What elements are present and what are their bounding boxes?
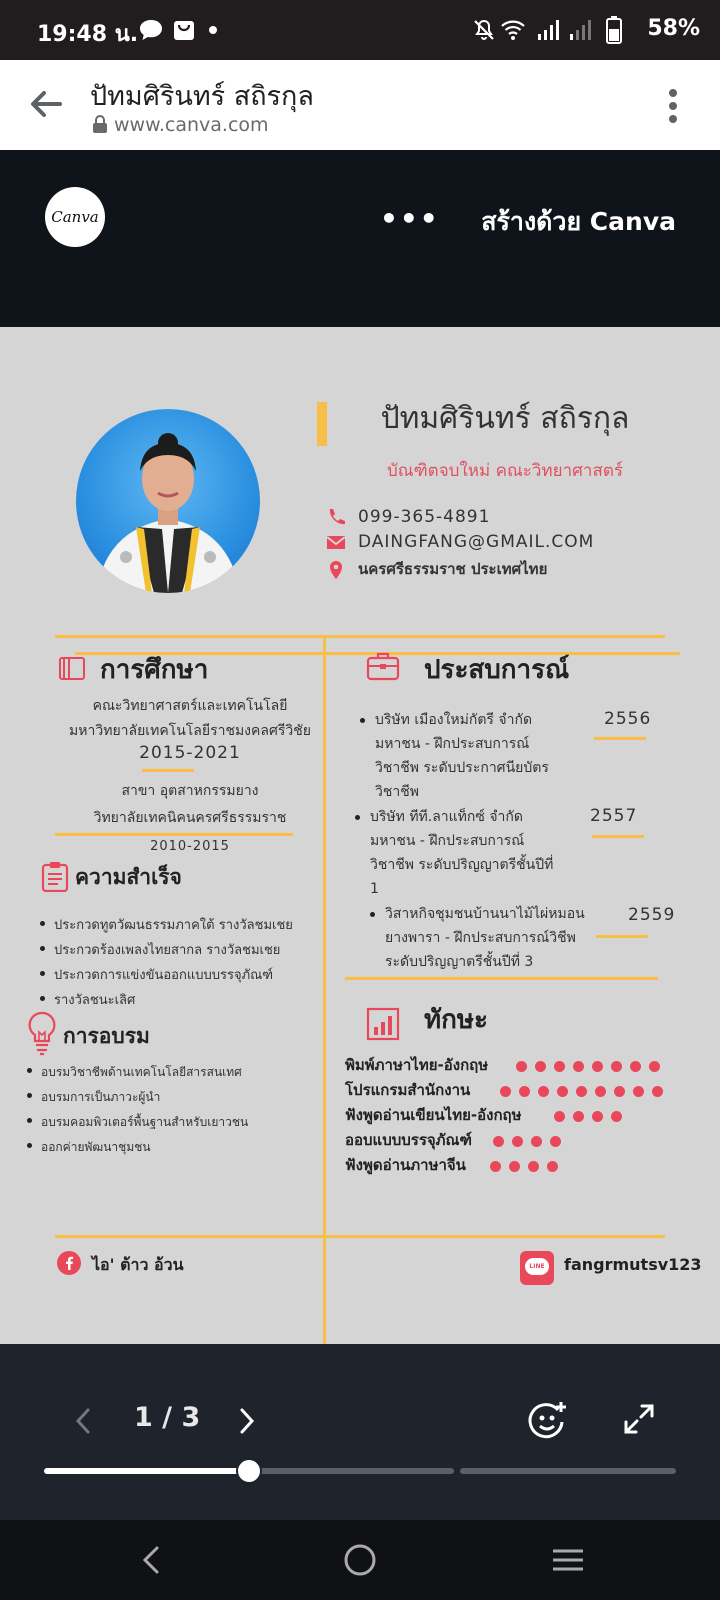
signal-icon	[536, 18, 560, 42]
experience-text-1	[360, 708, 549, 804]
resume-name: ปัทมศิรินทร์ สถิรกุล	[380, 401, 630, 436]
canva-header	[0, 150, 720, 327]
year-underline-1	[594, 737, 646, 740]
url-display[interactable]	[92, 114, 269, 136]
exp-line: ระดับปริญญาตรีชั้นปีที่ 3	[385, 954, 534, 970]
exp-line: 1	[370, 881, 379, 897]
training-item: อบรมการเป็นภาวะผู้นำ	[27, 1085, 248, 1110]
experience-year-2: 2557	[590, 806, 638, 826]
skill-dot	[535, 1061, 546, 1072]
fullscreen-icon[interactable]	[622, 1402, 656, 1436]
skill-dot	[633, 1086, 644, 1097]
skill-dot	[592, 1111, 603, 1122]
skill-dot	[576, 1086, 587, 1097]
facebook-name: ไอ' ต้าว อ้วน	[92, 1255, 184, 1274]
experience-item-1	[360, 708, 549, 804]
line-icon-badge: LINE	[525, 1258, 549, 1275]
divider-top-1	[55, 635, 665, 638]
experience-text-3	[370, 902, 585, 974]
status-time: 19:48 น.	[37, 22, 139, 47]
contact-phone	[326, 507, 490, 527]
contact-email	[326, 532, 594, 552]
skill-dot	[512, 1136, 523, 1147]
exp-line: มหาชน - ฝึกประสบการณ์	[370, 833, 525, 849]
experience-item-3	[370, 902, 585, 974]
achievements-list	[40, 913, 293, 1013]
page-indicator: 1 / 3	[134, 1402, 201, 1433]
exp-line: มหาชน - ฝึกประสบการณ์	[375, 736, 530, 752]
add-reaction-icon[interactable]	[528, 1400, 568, 1440]
skill-dot	[554, 1111, 565, 1122]
chevron-left-icon[interactable]	[72, 1406, 94, 1436]
phone-icon	[326, 508, 346, 526]
envelope-icon	[326, 534, 346, 550]
skill-dot	[509, 1161, 520, 1172]
system-nav-bar	[0, 1520, 720, 1600]
exp-line: บริษัท ทีที.ลาแท็กซ์ จำกัด	[370, 809, 523, 825]
skill-dot	[557, 1086, 568, 1097]
experience-year-1: 2556	[604, 709, 652, 729]
folder-icon	[58, 654, 86, 682]
progress-fill	[44, 1468, 249, 1474]
skill-dot	[519, 1086, 530, 1097]
made-with-canva-link[interactable]: สร้างด้วย Canva	[481, 207, 676, 236]
achievement-item: ประกวดการแข่งขันออกแบบบรรจุภัณฑ์	[40, 963, 293, 988]
mute-icon	[472, 18, 496, 42]
line-id: fangrmutsv123	[564, 1255, 702, 1274]
clipboard-icon	[40, 860, 70, 892]
skills-title: ทักษะ	[424, 1005, 488, 1035]
battery-icon	[606, 16, 622, 44]
wifi-icon	[500, 18, 526, 42]
location-text: นครศรีธรรมราช ประเทศไทย	[358, 560, 548, 578]
skill-dot	[573, 1061, 584, 1072]
edu-years-1: 2015-2021	[139, 743, 241, 763]
skill-dot	[652, 1086, 663, 1097]
experience-text-2	[355, 805, 553, 901]
edu-underline-1	[142, 769, 194, 772]
status-bar	[0, 0, 720, 60]
back-arrow-icon[interactable]	[26, 84, 66, 124]
exp-line: วิสาหกิจชุมชนบ้านนาไม้ไผ่หมอน	[385, 906, 585, 922]
url-text: www.canva.com	[114, 114, 269, 136]
battery-percent: 58%	[647, 16, 700, 41]
bullet	[370, 912, 375, 917]
achievements-title: ความสำเร็จ	[75, 865, 182, 889]
skill-dot	[614, 1086, 625, 1097]
skill-dot	[649, 1061, 660, 1072]
skill-dot	[490, 1161, 501, 1172]
skill-dot	[554, 1061, 565, 1072]
skill-dot	[611, 1061, 622, 1072]
exp-line: วิชาชีพ ระดับปริญญาตรีชั้นปีที่	[370, 857, 554, 873]
contact-location	[326, 557, 547, 581]
email-text: DAINGFANG@GMAIL.COM	[358, 532, 595, 552]
chevron-right-icon[interactable]	[236, 1406, 258, 1436]
skill-label: ออบแบบบรรจุภัณฑ์	[345, 1131, 472, 1149]
experience-title: ประสบการณ์	[424, 655, 570, 685]
experience-year-3: 2559	[628, 905, 676, 925]
training-item: อบรมวิชาชีพด้านเทคโนโลยีสารสนเทศ	[27, 1060, 248, 1085]
line-icon	[520, 1251, 554, 1285]
lightbulb-icon	[26, 1010, 58, 1056]
skill-dot	[573, 1111, 584, 1122]
skill-dot	[595, 1086, 606, 1097]
skill-level-dots	[490, 1157, 566, 1176]
briefcase-icon	[366, 651, 400, 681]
bullet	[360, 718, 365, 723]
exp-line: ยางพารา - ฝึกประสบการณ์วิชีพ	[385, 930, 576, 946]
location-pin-icon	[326, 560, 346, 580]
skill-dot	[516, 1061, 527, 1072]
exp-line: วิชาชีพ	[375, 784, 419, 800]
resume-page	[0, 327, 720, 1344]
bullet	[355, 815, 360, 820]
edu-university: มหาวิทยาลัยเทคโนโลยีราชมงคลศรีวิชัย	[69, 723, 311, 739]
skill-label: โปรแกรมสำนักงาน	[345, 1081, 471, 1099]
nav-recents-icon[interactable]	[550, 1542, 586, 1578]
experience-divider	[345, 977, 658, 980]
skill-dot	[531, 1136, 542, 1147]
skill-dot	[592, 1061, 603, 1072]
skill-dot	[538, 1086, 549, 1097]
divider-bottom	[55, 1235, 665, 1238]
browser-bar	[0, 60, 720, 150]
achievement-item: ประกวดทูตวัฒนธรรมภาคใต้ รางวัลชมเชย	[40, 913, 293, 938]
exp-line: วิชาชีพ ระดับประกาศนียบัตร	[375, 760, 549, 776]
viewer-controls	[0, 1344, 720, 1520]
year-underline-2	[592, 835, 644, 838]
edu-faculty: คณะวิทยาศาสตร์และเทคโนโลยี	[92, 698, 288, 714]
bar-chart-icon	[366, 1007, 400, 1041]
progress-segment	[460, 1468, 676, 1474]
edu-major: สาขา อุตสาหกรรมยาง	[121, 783, 259, 799]
name-accent-bar	[317, 402, 327, 446]
exp-line: บริษัท เมืองใหม่กัตรี จำกัด	[375, 712, 533, 728]
training-item: อบรมคอมพิวเตอร์พื้นฐานสำหรับเยาวชน	[27, 1110, 248, 1135]
skill-level-dots	[554, 1107, 630, 1126]
experience-item-2	[355, 805, 553, 901]
achievement-item: ประกวดร้องเพลงไทยสากล รางวัลชมเชย	[40, 938, 293, 963]
skill-dot	[528, 1161, 539, 1172]
skill-level-dots	[500, 1082, 671, 1101]
page-progress-slider[interactable]	[44, 1468, 676, 1474]
phone-text: 099-365-4891	[358, 507, 491, 527]
skill-dot	[611, 1111, 622, 1122]
skill-dot	[500, 1086, 511, 1097]
canva-logo[interactable]: Canva	[45, 187, 105, 247]
nav-home-icon[interactable]	[342, 1542, 378, 1578]
education-title: การศึกษา	[100, 655, 209, 685]
more-options-button[interactable]: •••	[380, 202, 440, 235]
nav-back-icon[interactable]	[135, 1542, 171, 1578]
training-title: การอบรม	[63, 1024, 150, 1048]
edu-years-2: 2010-2015	[150, 839, 230, 854]
facebook-icon	[57, 1251, 81, 1275]
progress-thumb[interactable]	[236, 1458, 262, 1484]
resume-subtitle: บัณฑิตจบใหม่ คณะวิทยาศาสตร์	[387, 461, 623, 481]
edu-underline-2	[55, 833, 293, 836]
dot-icon	[208, 25, 218, 35]
shopping-bag-icon	[172, 18, 196, 42]
skill-dot	[493, 1136, 504, 1147]
skill-dot	[630, 1061, 641, 1072]
lock-icon	[92, 115, 108, 133]
year-underline-3	[596, 935, 648, 938]
chat-bubble-icon	[138, 18, 164, 42]
skill-level-dots	[516, 1057, 668, 1076]
portrait-illustration	[76, 409, 260, 593]
training-item: ออกค่ายพัฒนาชุมชน	[27, 1135, 248, 1160]
profile-photo	[76, 409, 260, 593]
skill-label: พิมพ์ภาษาไทย-อังกฤษ	[345, 1056, 489, 1074]
edu-college: วิทยาลัยเทคนิคนครศรีธรรมราช	[93, 810, 287, 826]
skill-label: ฟังพูดอ่านภาษาจีน	[345, 1156, 466, 1174]
skill-label: ฟังพูดอ่านเขียนไทย-อังกฤษ	[345, 1106, 522, 1124]
overflow-menu-icon[interactable]	[668, 88, 678, 124]
skill-dot	[550, 1136, 561, 1147]
achievement-item-continued: รางวัลชนะเลิศ	[40, 988, 293, 1013]
skill-dot	[547, 1161, 558, 1172]
signal-weak-icon	[568, 18, 592, 42]
training-list	[27, 1060, 248, 1160]
page-title: ปัทมศิรินทร์ สถิรกุล	[90, 81, 314, 112]
skill-level-dots	[493, 1132, 569, 1151]
